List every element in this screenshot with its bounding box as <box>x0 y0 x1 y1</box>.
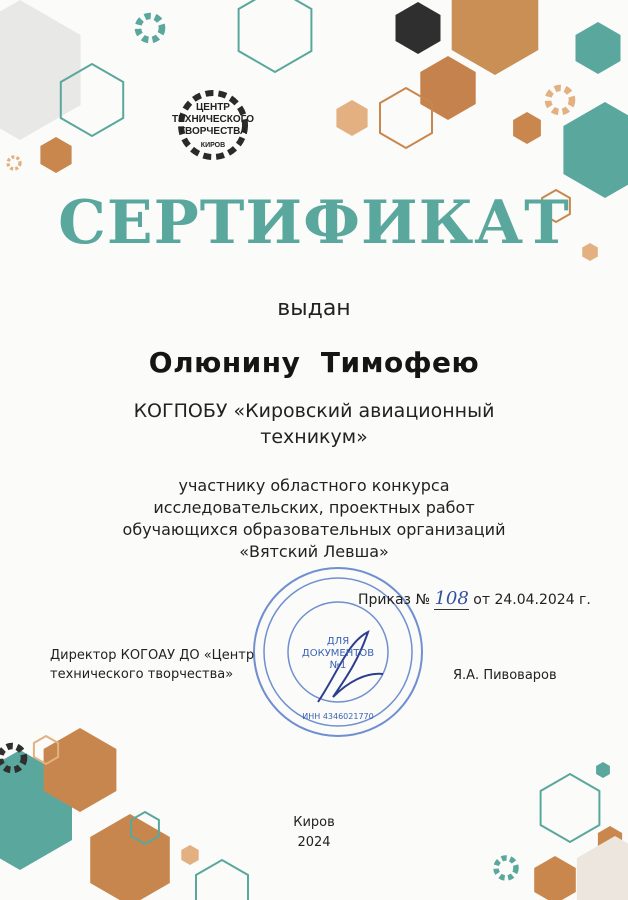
hexagon-shape <box>420 56 475 120</box>
hexagon-shape <box>40 137 71 173</box>
hexagon-shape <box>396 2 441 54</box>
description-line: «Вятский Левша» <box>239 542 389 561</box>
logo-line-1: ЦЕНТР <box>196 102 230 113</box>
hexagon-shape <box>576 22 621 74</box>
city: Киров <box>293 815 335 830</box>
hexagon-shape <box>513 112 541 144</box>
stamp-center-1: ДЛЯ <box>326 636 350 647</box>
gear-icon <box>496 858 516 878</box>
hexagon-shape <box>534 856 576 900</box>
stamp-center-3: №1 <box>329 660 347 671</box>
recipient-name: Олюнину Тимофею <box>148 346 480 379</box>
gear-icon <box>548 88 572 112</box>
hexagon-shape <box>563 102 628 198</box>
organization-line: КОГПОБУ «Кировский авиационный <box>133 400 495 422</box>
gear-icon <box>138 16 162 40</box>
center-logo <box>160 90 266 160</box>
organization <box>0 398 628 450</box>
award-description <box>0 475 628 563</box>
order-date: от 24.04.2024 г. <box>473 592 591 608</box>
hexagon-shape <box>336 100 367 136</box>
logo-city-tag: КИРОВ <box>200 142 226 149</box>
logo-line-3: ТВОРЧЕСТВА <box>178 126 248 137</box>
hexagon-shape <box>452 0 539 75</box>
stamp-inn: ИНН 4346021770 <box>302 712 374 721</box>
hexagon-shape <box>196 860 248 900</box>
organization-line: техникум» <box>260 426 368 448</box>
description-line: обучающихся образовательных организаций <box>122 520 506 539</box>
order-number: 108 <box>434 588 469 609</box>
stamp-center-2: ДОКУМЕНТОВ <box>301 648 375 659</box>
director-title <box>50 646 254 684</box>
director-title-line: Директор КОГОАУ ДО «Центр <box>50 648 255 663</box>
hexagon-shape <box>239 0 312 72</box>
hexagon-shape <box>541 774 600 842</box>
order-line <box>358 588 591 610</box>
director-title-line: технического творчества» <box>50 667 234 682</box>
issued-label: выдан <box>277 296 351 321</box>
hexagon-shape <box>596 762 610 778</box>
logo-line-2: ТЕХНИЧЕСКОГО <box>172 114 254 125</box>
certificate-title: СЕРТИФИКАТ <box>58 188 570 258</box>
year: 2024 <box>297 835 331 850</box>
director-name: Я.А. Пивоваров <box>453 668 557 683</box>
order-prefix: Приказ № <box>358 592 431 608</box>
description-line: участнику областного конкурса <box>178 476 450 495</box>
gear-icon <box>8 157 20 169</box>
hexagon-shape <box>0 0 81 140</box>
description-line: исследовательских, проектных работ <box>153 498 475 517</box>
